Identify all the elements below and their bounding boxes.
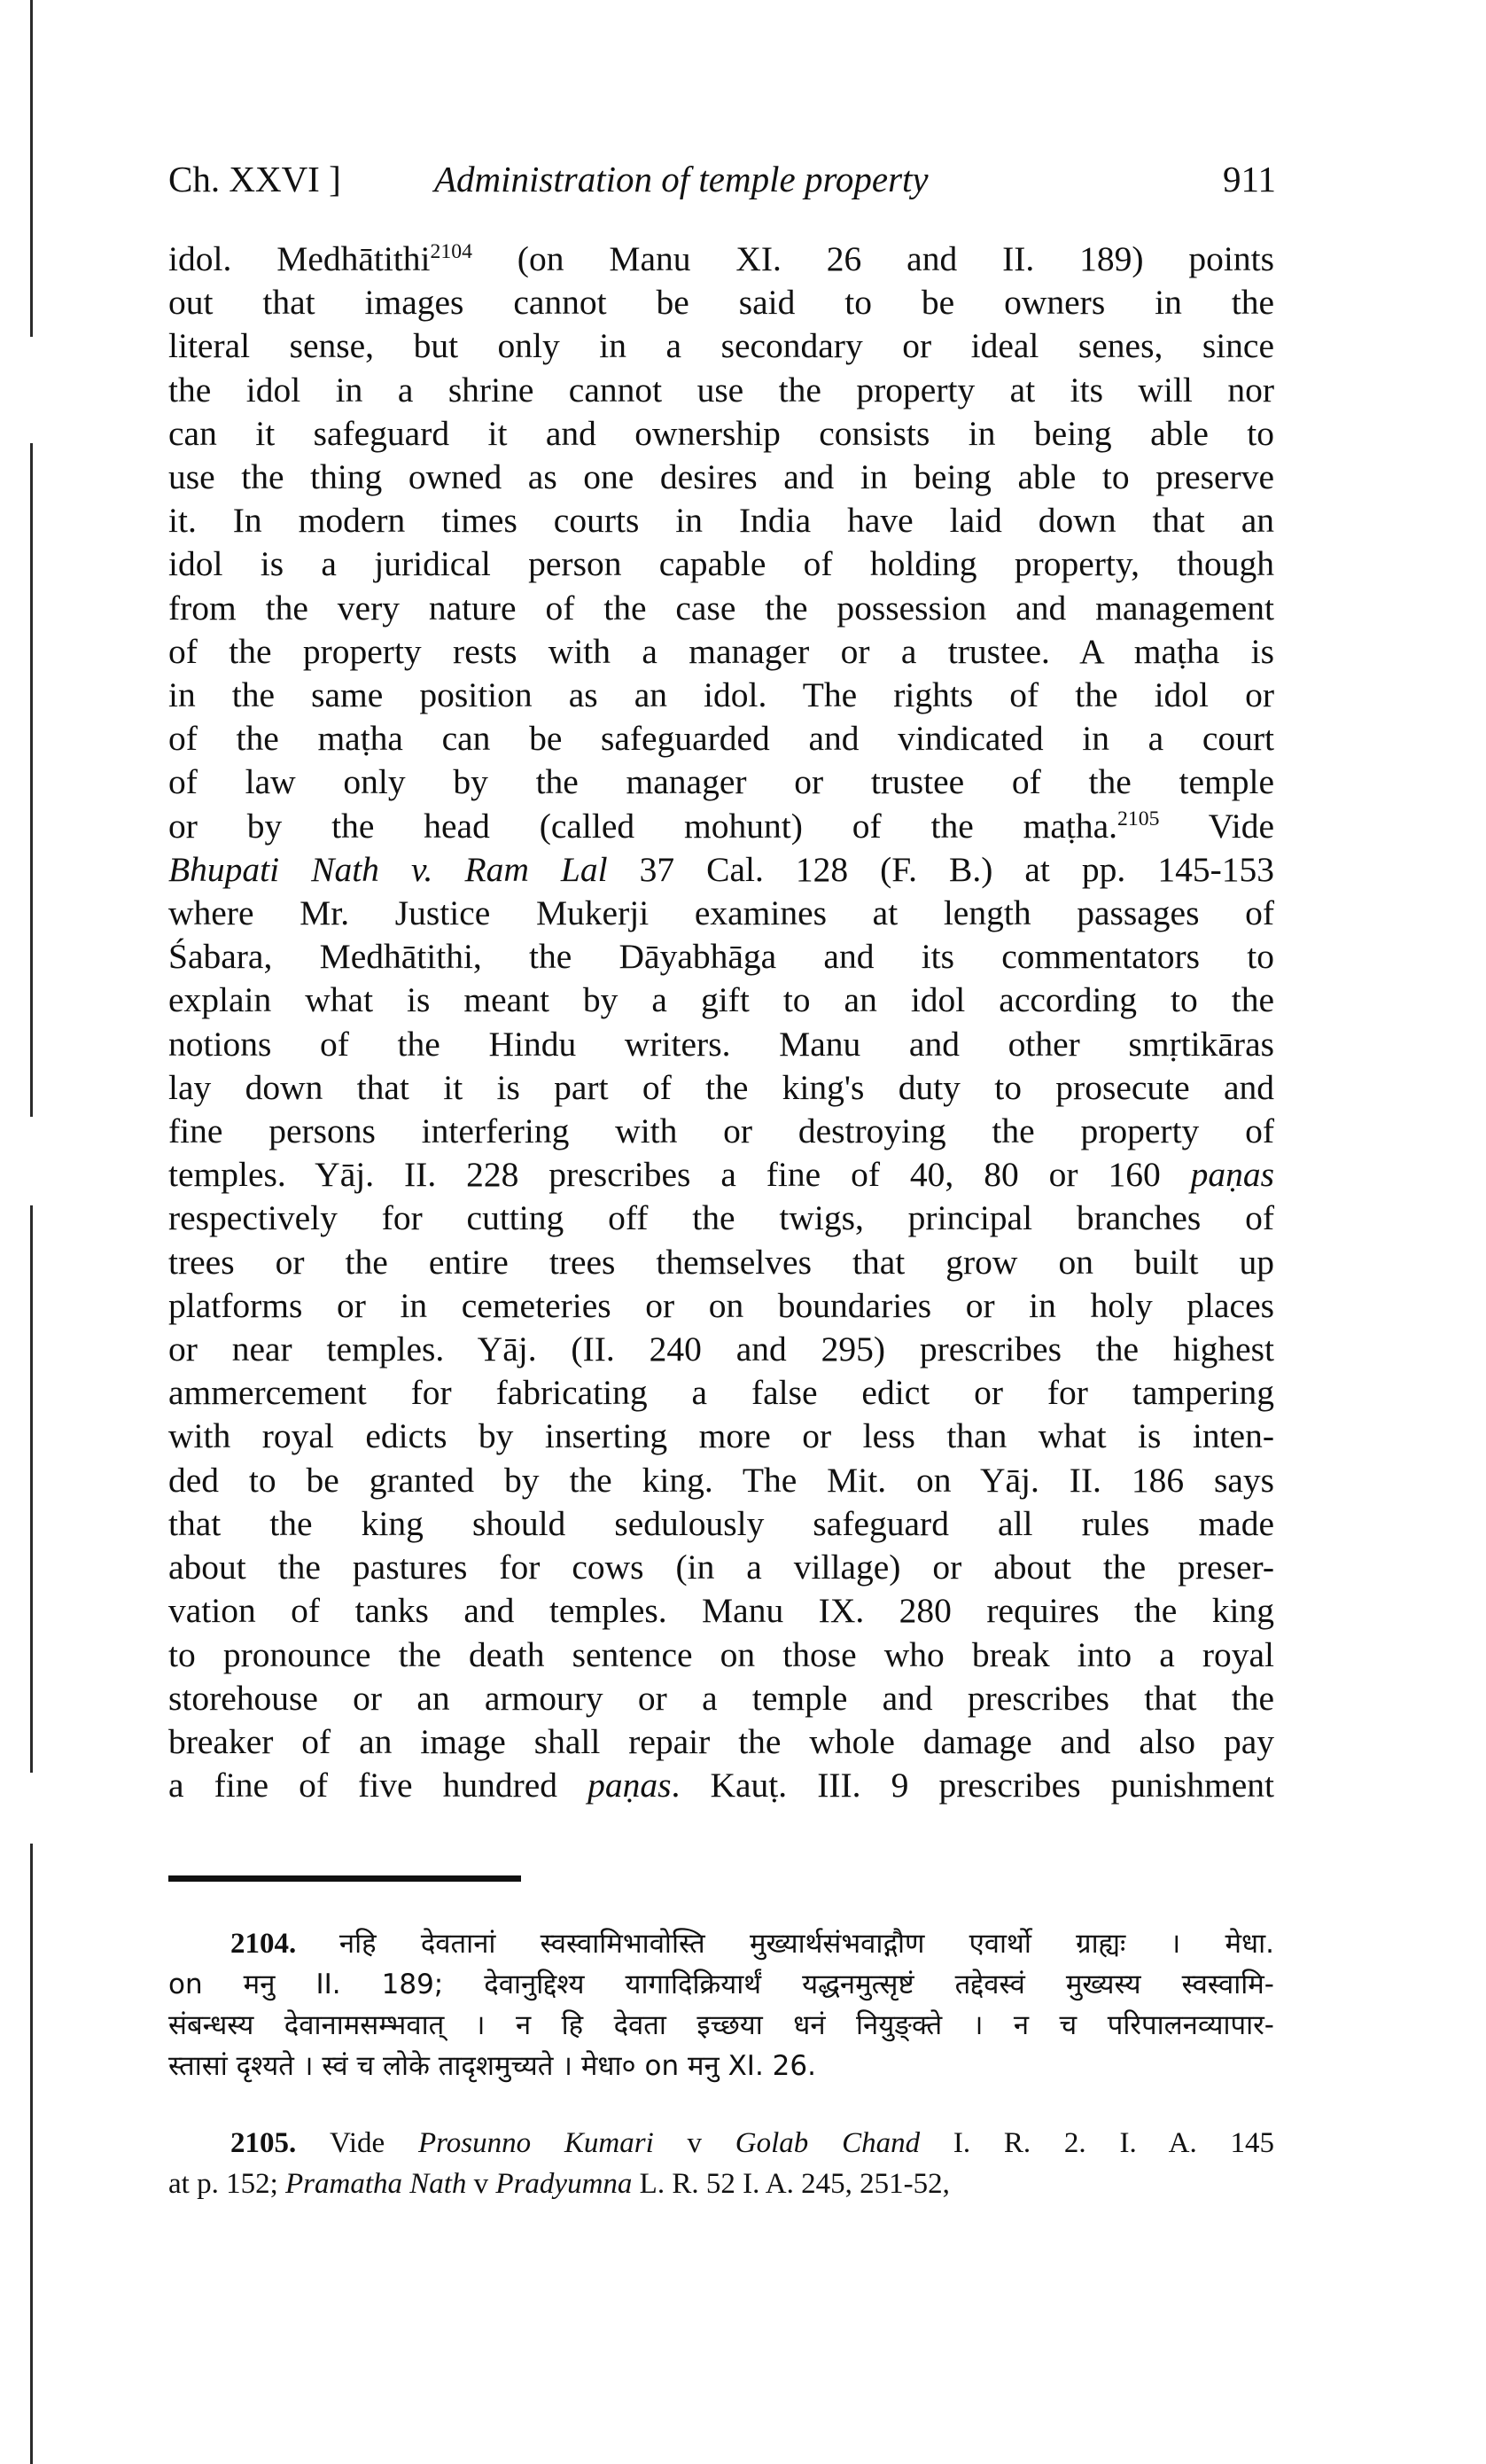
text-line: platforms or in cemeteries or on boundaries or in holy places: [168, 1285, 1274, 1325]
scan-margin-line: [30, 443, 33, 1117]
text-line: of the maṭha can be safeguarded and vindicated in a court: [168, 719, 1274, 759]
text-line: to pronounce the death sentence on those who break into a royal: [168, 1634, 1274, 1674]
text-line: notions of the Hindu writers. Manu and other smṛtikāras: [168, 1024, 1274, 1064]
footnote-number: 2105.: [230, 2127, 331, 2159]
text-line: the idol in a shrine cannot use the property at its will nor: [168, 370, 1274, 409]
footnote-ref[interactable]: 2105: [1117, 807, 1160, 830]
footnote-line: 2104. नहि देवतानां स्वस्वामिभावोस्ति मुख्यार्थसंभवाद्गौण एवार्थो ग्राह्यः । मेधा.: [168, 1923, 1274, 1964]
text-line: can it safeguard it and ownership consists in being able to: [168, 413, 1274, 453]
text-line: a fine of five hundred paṇas. Kauṭ. III. 9 prescribes punishment: [168, 1766, 1274, 1805]
running-title: Administration of temple property: [434, 159, 929, 199]
text-line: Bhupati Nath v. Ram Lal 37 Cal. 128 (F. B.) at pp. 145-153: [168, 849, 1274, 889]
page-number: 911: [1223, 159, 1276, 199]
text-line: it. In modern times courts in India have laid down that an: [168, 501, 1274, 541]
footnote-line: 2105. Vide Prosunno Kumari v Golab Chand I. R. 2. I. A. 145: [168, 2123, 1274, 2164]
text-line: ammercement for fabricating a false edict or for tampering: [168, 1373, 1274, 1413]
footnote-separator: [168, 1875, 521, 1882]
text-line: that the king should sedulously safeguard all rules made: [168, 1503, 1274, 1543]
text-line: fine persons interfering with or destroying the property of: [168, 1111, 1274, 1151]
footnote-number: 2104.: [230, 1928, 339, 1960]
footnote-line: स्तासां दृश्यते । स्वं च लोके तादृशमुच्यते । मेधा० on मनु XI. 26.: [168, 2050, 816, 2082]
footnote-line: at p. 152; Pramatha Nath v Pradyumna L. R. 52 I. A. 245, 251-52,: [168, 2168, 950, 2200]
footnote-2104: [168, 1923, 1274, 2086]
text-line: ded to be granted by the king. The Mit. on Yāj. II. 186 says: [168, 1460, 1274, 1500]
footnote-line: संबन्धस्य देवानामसम्भवात् । न हि देवता इच्छया धनं नियुङ्क्ते । न च परिपालनव्यापार-: [168, 2009, 1274, 2041]
scan-margin-line: [30, 0, 33, 337]
text-line: or near temples. Yāj. (II. 240 and 295) prescribes the highest: [168, 1329, 1274, 1369]
text-line: where Mr. Justice Mukerji examines at length passages of: [168, 893, 1274, 933]
footnote-2105: [168, 2123, 1274, 2204]
text-line: idol is a juridical person capable of holding property, though: [168, 544, 1274, 584]
footnote-line: on मनु II. 189; देवानुद्दिश्य यागादिक्रियार्थं यद्धनमुत्सृष्टं तद्देवस्वं मुख्यस्य स्वस्वामि-: [168, 1969, 1274, 2000]
text-line: explain what is meant by a gift to an idol according to the: [168, 980, 1274, 1020]
text-line: from the very nature of the case the possession and management: [168, 588, 1274, 628]
text-line: idol. Medhātithi$^{2104}$ (on Manu XI. 26 and II. 189) points: [168, 239, 1274, 278]
text-line: lay down that it is part of the king's duty to prosecute and: [168, 1067, 1274, 1107]
text-line: or by the head (called mohunt) of the maṭha.$^{2105}$ Vide: [168, 806, 1274, 846]
text-line: of the property rests with a manager or a trustee. A maṭha is: [168, 631, 1274, 671]
chapter-label: Ch. XXVI ]: [168, 159, 341, 199]
scan-margin-line: [30, 1205, 33, 1773]
text-line: respectively for cutting off the twigs, principal branches of: [168, 1198, 1274, 1238]
text-line: about the pastures for cows (in a village) or about the preser-: [168, 1548, 1274, 1587]
text-line: vation of tanks and temples. Manu IX. 280 requires the king: [168, 1591, 1274, 1631]
text-line: trees or the entire trees themselves that grow on built up: [168, 1242, 1274, 1282]
text-line: temples. Yāj. II. 228 prescribes a fine of 40, 80 or 160 paṇas: [168, 1155, 1274, 1195]
text-line: out that images cannot be said to be owners in the: [168, 283, 1274, 323]
text-line: literal sense, but only in a secondary or ideal senes, since: [168, 326, 1274, 366]
running-header: [168, 158, 1276, 211]
text-line: with royal edicts by inserting more or less than what is inten-: [168, 1416, 1274, 1456]
main-text: [168, 238, 1274, 1807]
text-line: in the same position as an idol. The rights of the idol or: [168, 675, 1274, 715]
text-line: use the thing owned as one desires and in being able to preserve: [168, 457, 1274, 497]
text-line: Śabara, Medhātithi, the Dāyabhāga and its commentators to: [168, 937, 1274, 977]
text-line: storehouse or an armoury or a temple and prescribes that the: [168, 1678, 1274, 1718]
text-line: of law only by the manager or trustee of the temple: [168, 762, 1274, 802]
footnote-ref[interactable]: 2104: [430, 239, 472, 263]
text-line: breaker of an image shall repair the whole damage and also pay: [168, 1721, 1274, 1761]
scan-margin-line: [30, 1844, 33, 2464]
